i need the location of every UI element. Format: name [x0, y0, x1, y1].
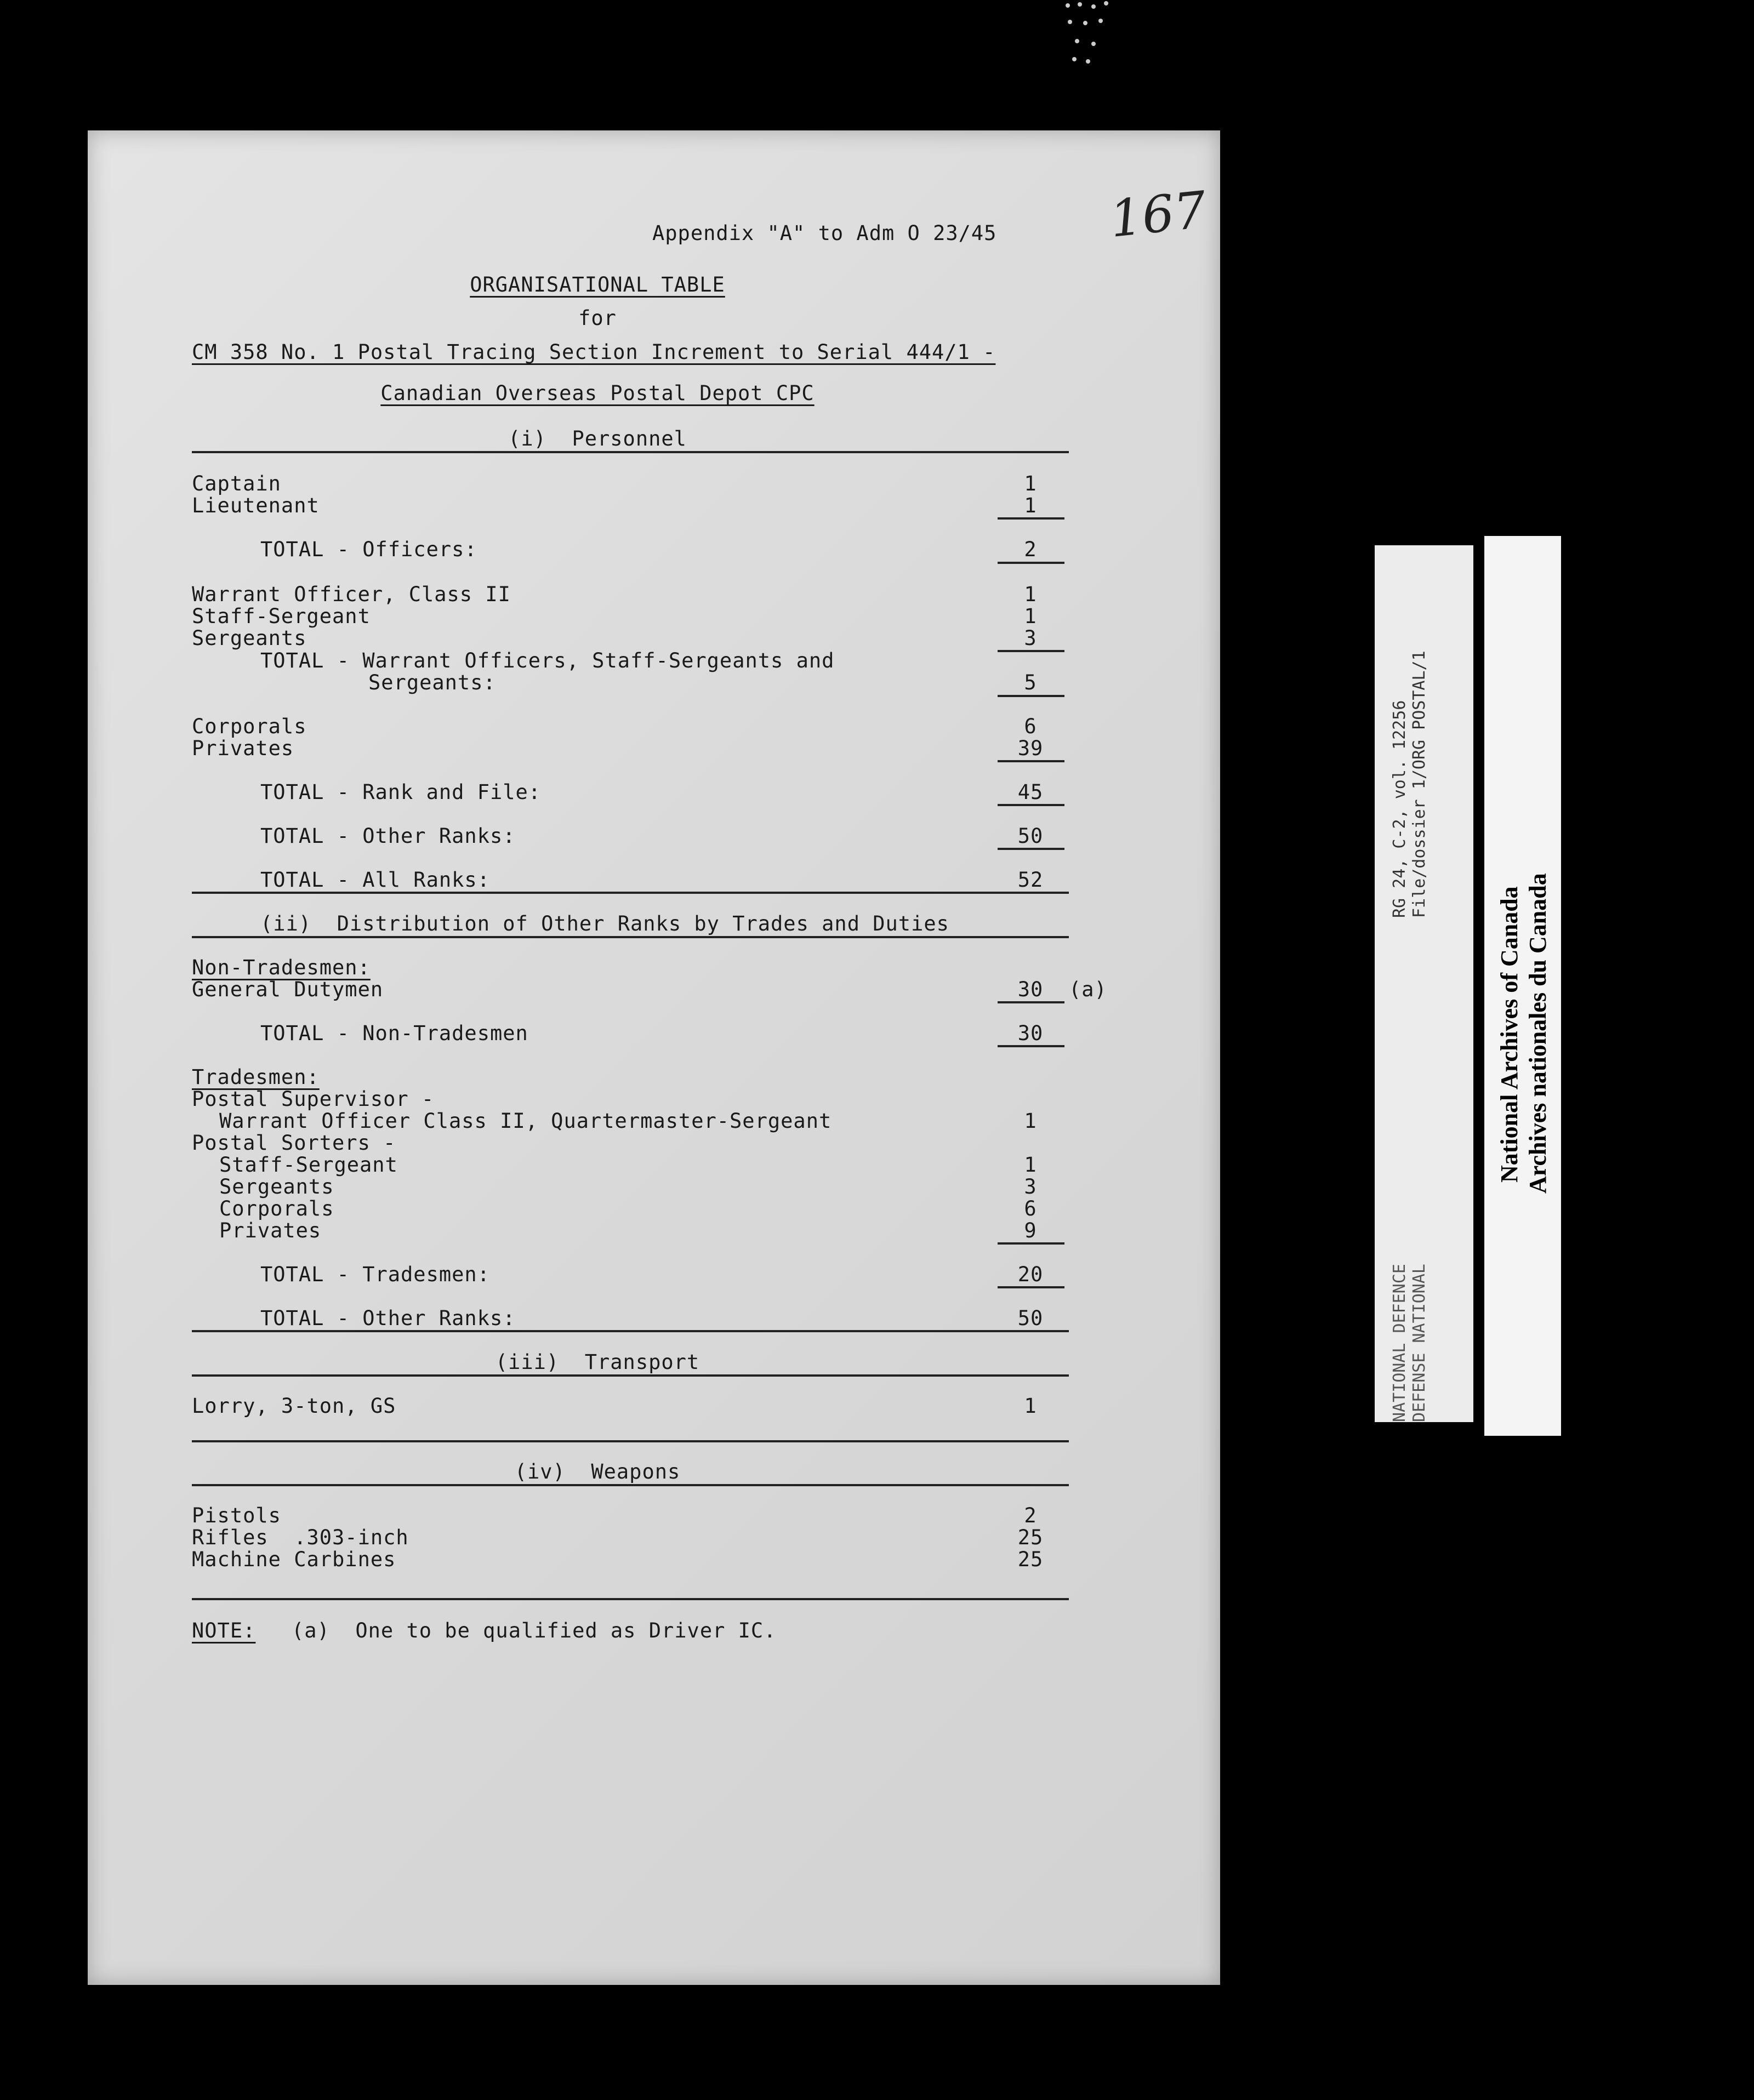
archive-reference-line-1: RG 24, C-2, vol. 12256	[1390, 700, 1409, 918]
row-label: Lieutenant	[192, 494, 320, 517]
row-label: Captain	[192, 472, 281, 495]
row-value: 1	[1024, 472, 1037, 495]
subtitle-line-2: Canadian Overseas Postal Depot CPC	[380, 381, 815, 405]
row-label: Rifles .303-inch	[192, 1526, 409, 1549]
archive-reference-line-2: File/dossier 1/ORG POSTAL/1	[1410, 650, 1429, 918]
subtotal-rule	[998, 760, 1064, 762]
section-rule	[192, 1440, 1069, 1442]
section-rule	[192, 1374, 1069, 1377]
row-label: Warrant Officer, Class II	[192, 583, 511, 606]
row-value: 1	[1024, 1394, 1037, 1418]
row-label: Lorry, 3-ton, GS	[192, 1394, 396, 1418]
total-label: TOTAL - Warrant Officers, Staff-Sergeants and	[260, 649, 835, 672]
subtotal-rule	[998, 1242, 1064, 1245]
total-label: TOTAL - Other Ranks:	[260, 1306, 516, 1330]
section-rule	[192, 936, 1069, 938]
row-label: Privates	[219, 1219, 322, 1242]
total-value: 50	[1017, 1306, 1044, 1330]
archive-reference-strip	[1375, 545, 1473, 1422]
row-label: Pistols	[192, 1504, 281, 1527]
total-label: TOTAL - All Ranks:	[260, 868, 490, 892]
row-value: 1	[1024, 604, 1037, 628]
total-value: 5	[1024, 671, 1037, 694]
row-label: Postal Supervisor -	[192, 1087, 435, 1111]
scan-artifact-dots	[1063, 0, 1113, 66]
section-rule	[192, 892, 1069, 894]
subtotal-rule	[998, 1045, 1064, 1047]
total-label: TOTAL - Non-Tradesmen	[260, 1022, 528, 1045]
row-value: 1	[1024, 1153, 1037, 1177]
total-value: 50	[1017, 824, 1044, 848]
total-value: 20	[1017, 1263, 1044, 1286]
subheading-non-tradesmen: Non-Tradesmen:	[192, 956, 371, 979]
subheading-tradesmen: Tradesmen:	[192, 1065, 320, 1089]
subtotal-rule	[998, 804, 1064, 806]
total-label: TOTAL - Officers:	[260, 538, 477, 561]
subtotal-rule	[998, 695, 1064, 697]
subtotal-rule	[998, 848, 1064, 850]
subtotal-rule	[998, 1001, 1064, 1003]
document-page	[88, 130, 1220, 1985]
row-label: Corporals	[219, 1197, 334, 1220]
row-value: 1	[1024, 583, 1037, 606]
document-title: ORGANISATIONAL TABLE	[470, 273, 725, 296]
appendix-reference: Appendix "A" to Adm O 23/45	[652, 221, 997, 245]
total-label-continued: Sergeants:	[368, 671, 496, 694]
row-value: 3	[1024, 626, 1037, 650]
section-rule	[192, 451, 1069, 453]
row-value: 25	[1017, 1526, 1044, 1549]
total-value: 45	[1017, 780, 1044, 804]
row-label: Privates	[192, 737, 294, 760]
row-label: Machine Carbines	[192, 1548, 396, 1571]
row-value: 6	[1024, 1197, 1037, 1220]
total-value: 52	[1017, 868, 1044, 892]
row-value: 9	[1024, 1219, 1037, 1242]
row-label: General Dutymen	[192, 978, 384, 1001]
national-archives-label	[1484, 536, 1561, 1436]
subtotal-rule	[998, 517, 1064, 520]
row-label: Sergeants	[192, 626, 307, 650]
row-label: Corporals	[192, 715, 307, 738]
row-value: 1	[1024, 1109, 1037, 1133]
total-label: TOTAL - Other Ranks:	[260, 824, 516, 848]
subtitle-line-1: CM 358 No. 1 Postal Tracing Section Increment to Serial 444/1 -	[192, 340, 996, 364]
row-value: 3	[1024, 1175, 1037, 1199]
note-label: NOTE:	[192, 1619, 256, 1642]
title-for: for	[578, 306, 617, 330]
total-value: 30	[1017, 1022, 1044, 1045]
archives-name-english: National Archives of Canada	[1496, 886, 1523, 1183]
row-value: 25	[1017, 1548, 1044, 1571]
department-line-2: DEFENSE NATIONAL	[1410, 1264, 1429, 1422]
total-label: TOTAL - Tradesmen:	[260, 1263, 490, 1286]
row-value: 1	[1024, 494, 1037, 517]
row-label: Staff-Sergeant	[219, 1153, 398, 1177]
subtotal-rule	[998, 650, 1064, 652]
section-rule	[192, 1484, 1069, 1486]
total-value: 2	[1024, 538, 1037, 561]
row-label: Warrant Officer Class II, Quartermaster-Sergeant	[219, 1109, 832, 1133]
row-value: 2	[1024, 1504, 1037, 1527]
archives-name-french: Archives nationales du Canada	[1524, 873, 1551, 1194]
row-note-marker: (a)	[1069, 978, 1107, 1001]
section-rule	[192, 1330, 1069, 1332]
row-label: Staff-Sergeant	[192, 604, 371, 628]
handwritten-page-number: 167	[1107, 180, 1209, 249]
section-heading-transport: (iii) Transport	[495, 1350, 700, 1374]
subtotal-rule	[998, 1286, 1064, 1288]
subtotal-rule	[998, 562, 1064, 564]
row-value: 6	[1024, 715, 1037, 738]
row-label: Sergeants	[219, 1175, 334, 1199]
department-line-1: NATIONAL DEFENCE	[1390, 1264, 1409, 1422]
total-label: TOTAL - Rank and File:	[260, 780, 542, 804]
section-rule	[192, 1598, 1069, 1600]
row-value: 30	[1017, 978, 1044, 1001]
section-heading-distribution: (ii) Distribution of Other Ranks by Trades and Duties	[260, 912, 949, 935]
row-value: 39	[1017, 737, 1044, 760]
row-label: Postal Sorters -	[192, 1131, 396, 1155]
note-text: (a) One to be qualified as Driver IC.	[292, 1619, 777, 1642]
section-heading-weapons: (iv) Weapons	[514, 1460, 681, 1483]
section-heading-personnel: (i) Personnel	[508, 427, 687, 450]
